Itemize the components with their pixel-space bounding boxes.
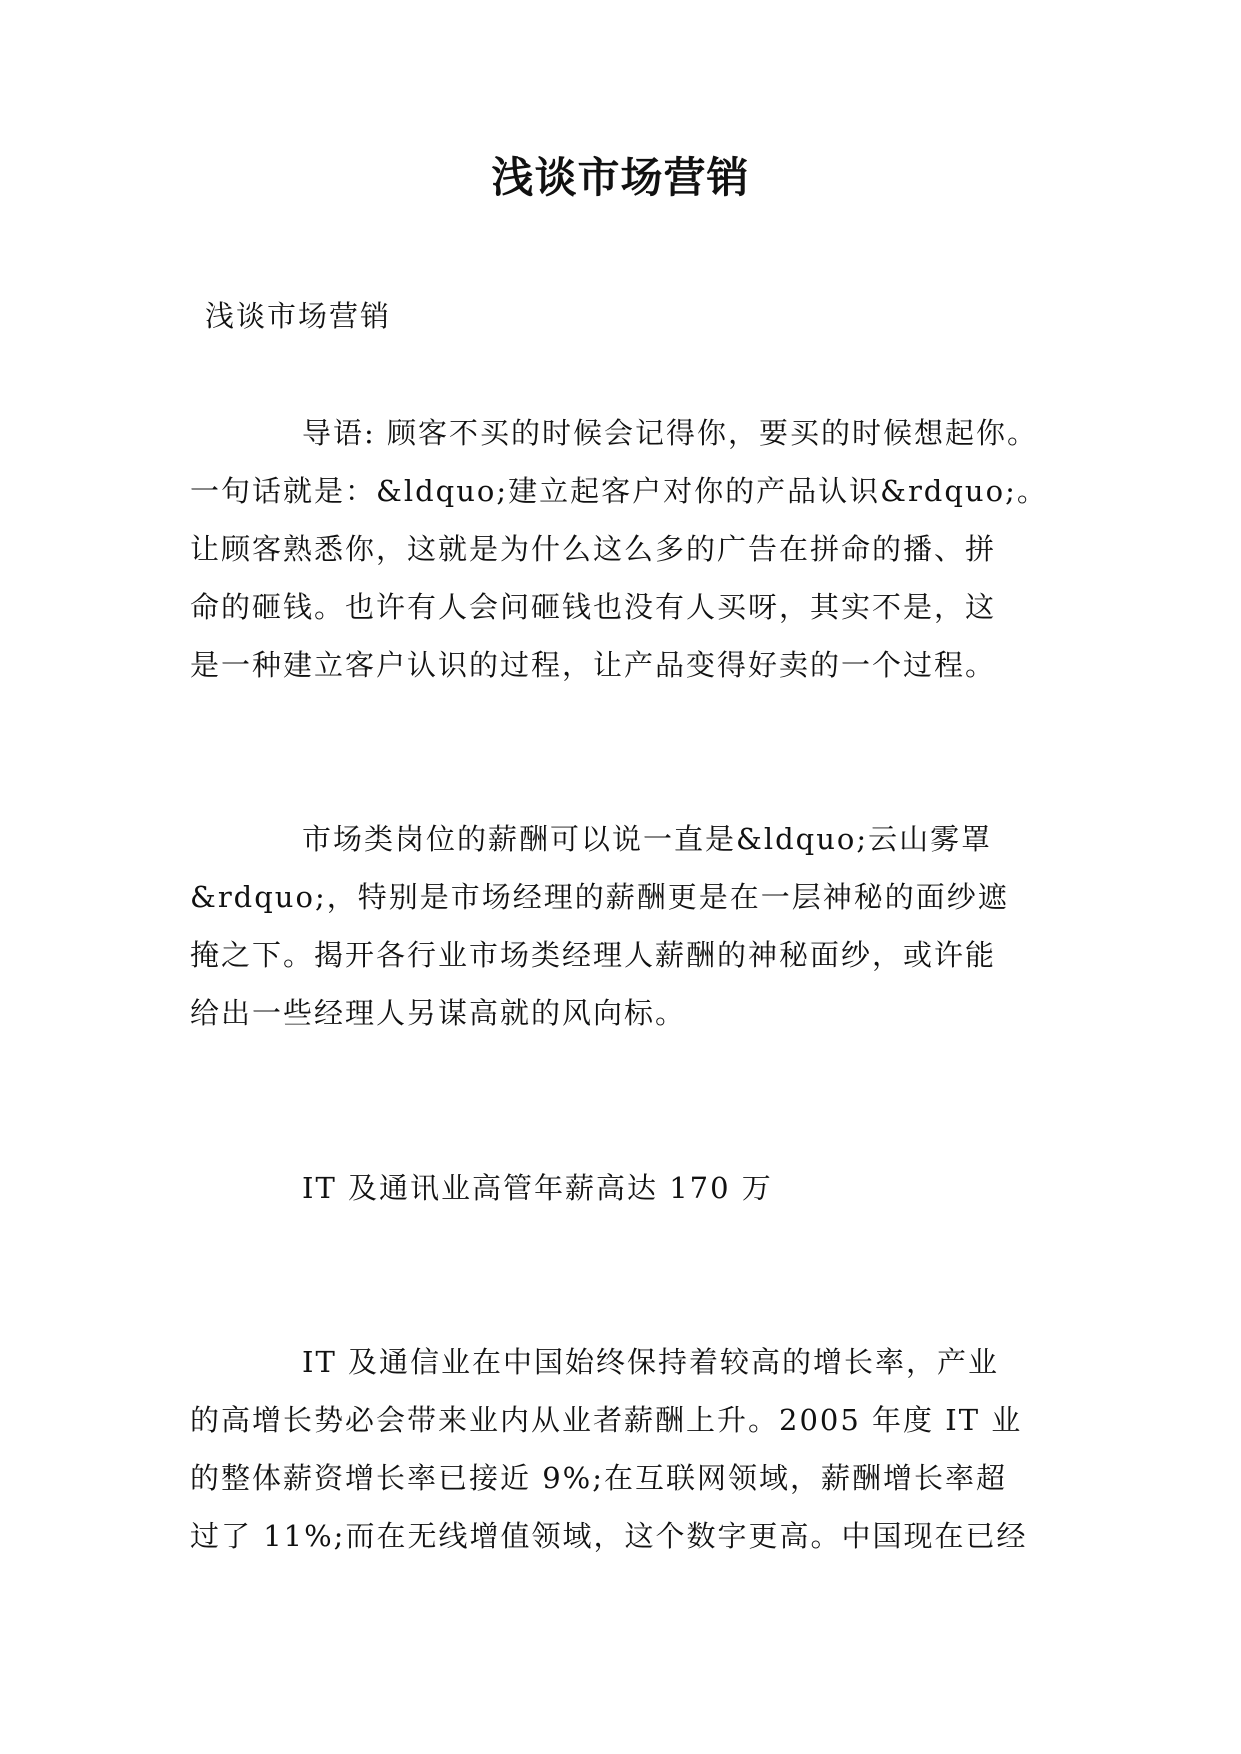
- paragraph-line: 命的砸钱。也许有人会问砸钱也没有人买呀，其实不是，这: [190, 590, 997, 624]
- paragraph-line: 的高增长势必会带来业内从业者薪酬上升。2005 年度 IT 业: [190, 1403, 1023, 1437]
- paragraph-line: 过了 11%;而在无线增值领域，这个数字更高。中国现在已经: [190, 1519, 1028, 1553]
- paragraph-line: 市场类岗位的薪酬可以说一直是&ldquo;云山雾罩: [302, 822, 993, 856]
- paragraph-line: 导语: 顾客不买的时候会记得你，要买的时候想起你。: [302, 416, 1038, 450]
- document-title: 浅谈市场营销: [491, 153, 750, 202]
- section-heading: [190, 1159, 1060, 1217]
- paragraph-line: 是一种建立客户认识的过程，让产品变得好卖的一个过程。: [190, 648, 997, 682]
- section-heading-text: IT 及通讯业高管年薪高达 170 万: [302, 1171, 773, 1205]
- paragraph-salary-intro: [190, 810, 1060, 1042]
- paragraph-line: 一句话就是：&ldquo;建立起客户对你的产品认识&rdquo;。: [190, 474, 1048, 508]
- paragraph-it-industry: [190, 1333, 1060, 1565]
- paragraph-line: 给出一些经理人另谋高就的风向标。: [190, 996, 687, 1030]
- paragraph-line: 掩之下。揭开各行业市场类经理人薪酬的神秘面纱，或许能: [190, 938, 997, 972]
- paragraph-intro: [190, 404, 1060, 694]
- paragraph-line: 让顾客熟悉你，这就是为什么这么多的广告在拼命的播、拼: [190, 532, 997, 566]
- paragraph-line: &rdquo;，特别是市场经理的薪酬更是在一层神秘的面纱遮: [190, 880, 1009, 914]
- document-subtitle: 浅谈市场营销: [205, 299, 392, 333]
- paragraph-line: 的整体薪资增长率已接近 9%;在互联网领域，薪酬增长率超: [190, 1461, 1007, 1495]
- paragraph-line: IT 及通信业在中国始终保持着较高的增长率，产业: [302, 1345, 1000, 1379]
